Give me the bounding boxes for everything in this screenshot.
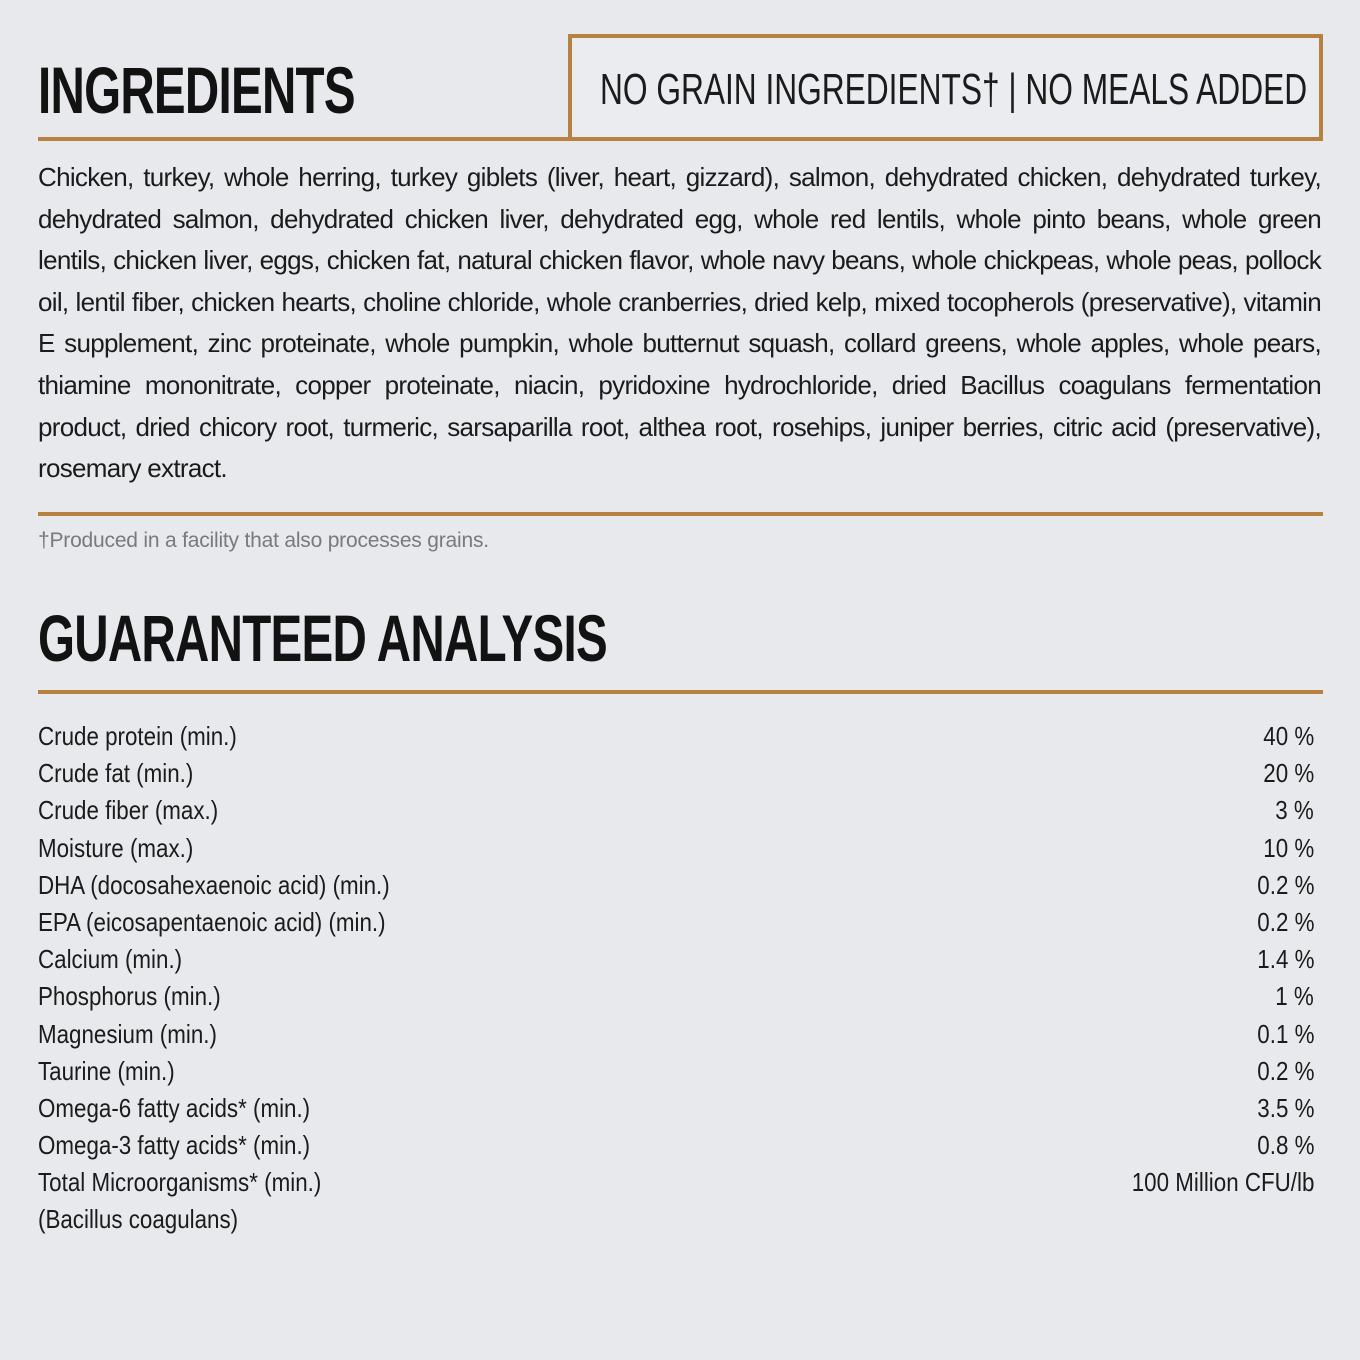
- analysis-value: 100 Million CFU/lb: [1131, 1167, 1314, 1198]
- ingredients-title: INGREDIENTS: [38, 53, 355, 127]
- analysis-value: 10 %: [1263, 832, 1314, 863]
- analysis-subnote: [38, 1201, 1314, 1238]
- analysis-nutrient: Calcium (min.): [38, 944, 183, 975]
- analysis-value: 0.2 %: [1256, 1055, 1314, 1086]
- no-grain-badge: [568, 34, 1323, 137]
- analysis-nutrient: Moisture (max.): [38, 832, 194, 863]
- grain-facility-footnote: †Produced in a facility that also processes grains.: [38, 529, 489, 552]
- analysis-value: 1 %: [1275, 981, 1314, 1012]
- ingredients-divider: [38, 137, 1323, 141]
- analysis-value: 0.2 %: [1256, 869, 1314, 900]
- analysis-value: 1.4 %: [1256, 944, 1314, 975]
- analysis-row: [38, 1016, 1314, 1053]
- analysis-row: [38, 1164, 1314, 1201]
- analysis-row: [38, 718, 1314, 755]
- analysis-nutrient: Omega-6 fatty acids* (min.): [38, 1092, 311, 1123]
- ingredients-list: Chicken, turkey, whole herring, turkey giblets (liver, heart, gizzard), salmon, dehydrated chicken, dehydrated turkey, dehydrated salmon, dehydrated chicken liver, dehydrated egg, whole red lentils, whole pinto beans, whole green lentils, chicken liver, eggs, chicken fat, natural chicken flavor, whole navy beans, whole chickpeas, whole peas, pollock oil, lentil fiber, chicken hearts, choline chloride, whole cranberries, dried kelp, mixed tocopherols (preservative), vitamin E supplement, zinc proteinate, whole pumpkin, whole butternut squash, collard greens, whole apples, whole pears, thiamine mononitrate, copper proteinate, niacin, pyridoxine hydrochloride, dried Bacillus coagulans fermentation product, dried chicory root, turmeric, sarsaparilla root, althea root, rosehips, juniper berries, citric acid (preservative), rosemary extract.: [38, 162, 1321, 484]
- analysis-row: [38, 1090, 1314, 1127]
- analysis-row: [38, 1053, 1314, 1090]
- no-grain-badge-text: NO GRAIN INGREDIENTS† | NO MEALS ADDED: [600, 65, 1308, 114]
- analysis-nutrient: Taurine (min.): [38, 1055, 175, 1086]
- analysis-value: 40 %: [1263, 721, 1314, 751]
- analysis-value: 3.5 %: [1256, 1092, 1314, 1123]
- analysis-row: [38, 830, 1314, 867]
- ingredients-bottom-divider: [38, 512, 1323, 516]
- analysis-value: 0.8 %: [1256, 1130, 1314, 1161]
- analysis-nutrient: Phosphorus (min.): [38, 981, 221, 1012]
- analysis-value: 3 %: [1275, 795, 1314, 826]
- analysis-value: 0.2 %: [1256, 906, 1314, 937]
- analysis-row: [38, 792, 1314, 829]
- analysis-row: [38, 755, 1314, 792]
- analysis-nutrient: Crude fiber (max.): [38, 795, 219, 826]
- analysis-row: [38, 941, 1314, 978]
- guaranteed-analysis-title: GUARANTEED ANALYSIS: [38, 601, 607, 675]
- analysis-row: [38, 978, 1314, 1015]
- analysis-divider: [38, 690, 1323, 694]
- bacillus-coagulans-note: (Bacillus coagulans): [38, 1204, 239, 1235]
- analysis-nutrient: DHA (docosahexaenoic acid) (min.): [38, 869, 390, 900]
- analysis-nutrient: Magnesium (min.): [38, 1018, 217, 1049]
- analysis-row: [38, 904, 1314, 941]
- analysis-nutrient: Crude protein (min.): [38, 721, 237, 751]
- analysis-value: 0.1 %: [1256, 1018, 1314, 1049]
- analysis-row: [38, 867, 1314, 904]
- analysis-row: [38, 1127, 1314, 1164]
- analysis-value: 20 %: [1263, 758, 1314, 789]
- analysis-table: [38, 718, 1314, 1239]
- analysis-nutrient: Crude fat (min.): [38, 758, 194, 789]
- analysis-nutrient: Total Microorganisms* (min.): [38, 1167, 322, 1198]
- analysis-nutrient: EPA (eicosapentaenoic acid) (min.): [38, 906, 386, 937]
- analysis-nutrient: Omega-3 fatty acids* (min.): [38, 1130, 311, 1161]
